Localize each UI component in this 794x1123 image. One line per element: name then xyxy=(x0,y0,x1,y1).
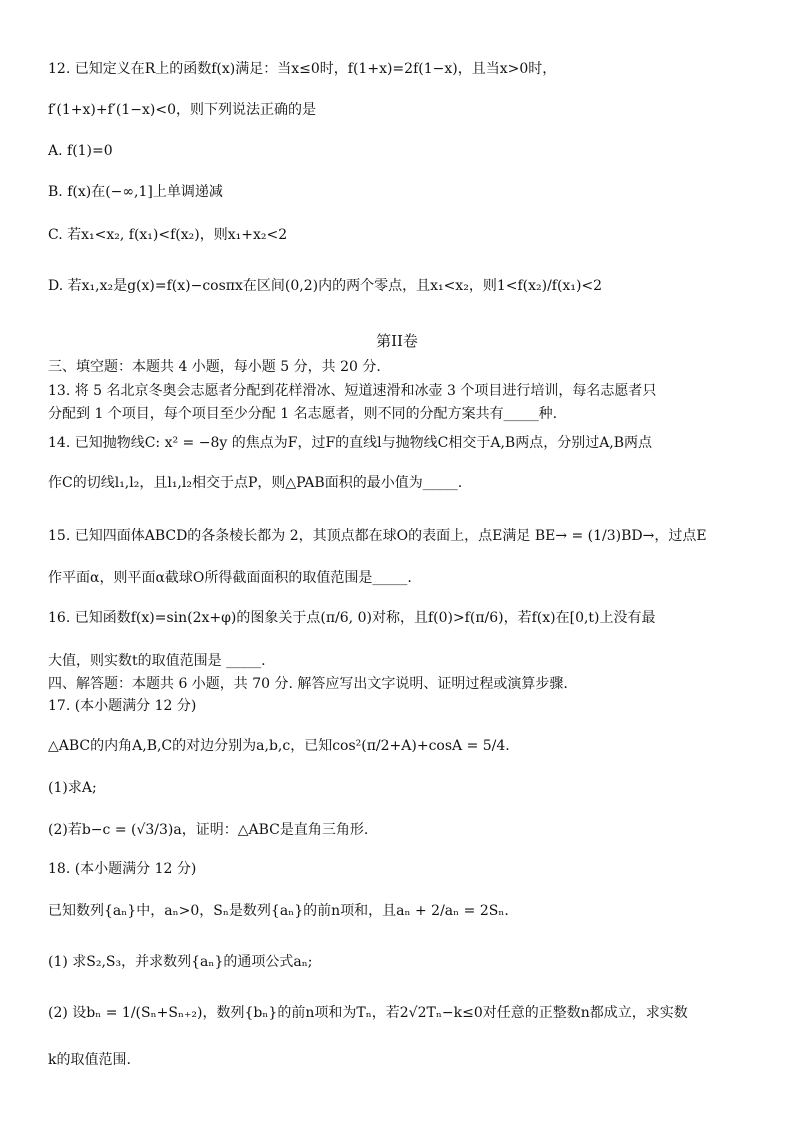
q18-part2-line1: (2) 设bₙ = 1/(Sₙ+Sₙ₊₂)，数列{bₙ}的前n项和为Tₙ，若2√2Tₙ−k≤0对任意的正整数n都成立，求实数 xyxy=(48,1005,688,1021)
q14-line2: 作C的切线l₁,l₂，且l₁,l₂相交于点P，则△PAB面积的最小值为_____. xyxy=(48,475,463,491)
q18-title: 18. (本小题满分 12 分) xyxy=(48,861,197,877)
q12-option-a: A. f(1)=0 xyxy=(48,143,113,159)
q16-line2: 大值，则实数t的取值范围是 _____. xyxy=(48,653,266,669)
q17-part2: (2)若b−c = (√3/3)a，证明：△ABC是直角三角形. xyxy=(48,822,369,838)
q17-part1: (1)求A; xyxy=(48,780,97,796)
section2-title: 第II卷 xyxy=(376,332,418,350)
fill-section-header: 三、填空题：本题共 4 小题，每小题 5 分，共 20 分. xyxy=(48,359,381,375)
q17-stem: △ABC的内角A,B,C的对边分别为a,b,c，已知cos²(π/2+A)+cosA = 5/4. xyxy=(48,738,510,754)
q12-option-b: B. f(x)在(−∞,1]上单调递减 xyxy=(48,184,223,200)
q18-stem: 已知数列{aₙ}中，aₙ>0，Sₙ是数列{aₙ}的前n项和，且aₙ + 2/aₙ = 2Sₙ. xyxy=(48,903,509,919)
q14-line1: 14. 已知抛物线C: x² = −8y 的焦点为F，过F的直线l与抛物线C相交于A,B两点，分别过A,B两点 xyxy=(48,435,653,451)
q15-line2: 作平面α，则平面α截球O所得截面面积的取值范围是_____. xyxy=(48,570,412,586)
q18-part2-line2: k的取值范围. xyxy=(48,1052,131,1068)
q12-stem-line1: 12. 已知定义在R上的函数f(x)满足：当x≤0时，f(1+x)=2f(1−x)，且当x>0时， xyxy=(48,61,557,77)
q12-stem-line2: f′(1+x)+f′(1−x)<0，则下列说法正确的是 xyxy=(48,102,317,118)
q15-line1: 15. 已知四面体ABCD的各条棱长都为 2，其顶点都在球O的表面上，点E满足 BE→ = (1/3)BD→，过点E xyxy=(48,528,707,544)
q13-line2: 分配到 1 个项目，每个项目至少分配 1 名志愿者，则不同的分配方案共有_____种. xyxy=(48,406,558,422)
q16-line1: 16. 已知函数f(x)=sin(2x+φ)的图象关于点(π/6, 0)对称，且f(0)>f(π/6)，若f(x)在[0,t)上没有最 xyxy=(48,610,656,626)
q12-option-d: D. 若x₁,x₂是g(x)=f(x)−cosπx在区间(0,2)内的两个零点，且x₁<x₂，则1<f(x₂)/f(x₁)<2 xyxy=(48,278,603,294)
solve-section-header: 四、解答题：本题共 6 小题，共 70 分. 解答应写出文字说明、证明过程或演算步骤. xyxy=(48,676,568,692)
q17-title: 17. (本小题满分 12 分) xyxy=(48,698,197,714)
q13-line1: 13. 将 5 名北京冬奥会志愿者分配到花样滑冰、短道速滑和冰壶 3 个项目进行培训，每名志愿者只 xyxy=(48,383,657,399)
q18-part1: (1) 求S₂,S₃，并求数列{aₙ}的通项公式aₙ; xyxy=(48,954,313,970)
q12-option-c: C. 若x₁<x₂, f(x₁)<f(x₂)，则x₁+x₂<2 xyxy=(48,227,288,243)
